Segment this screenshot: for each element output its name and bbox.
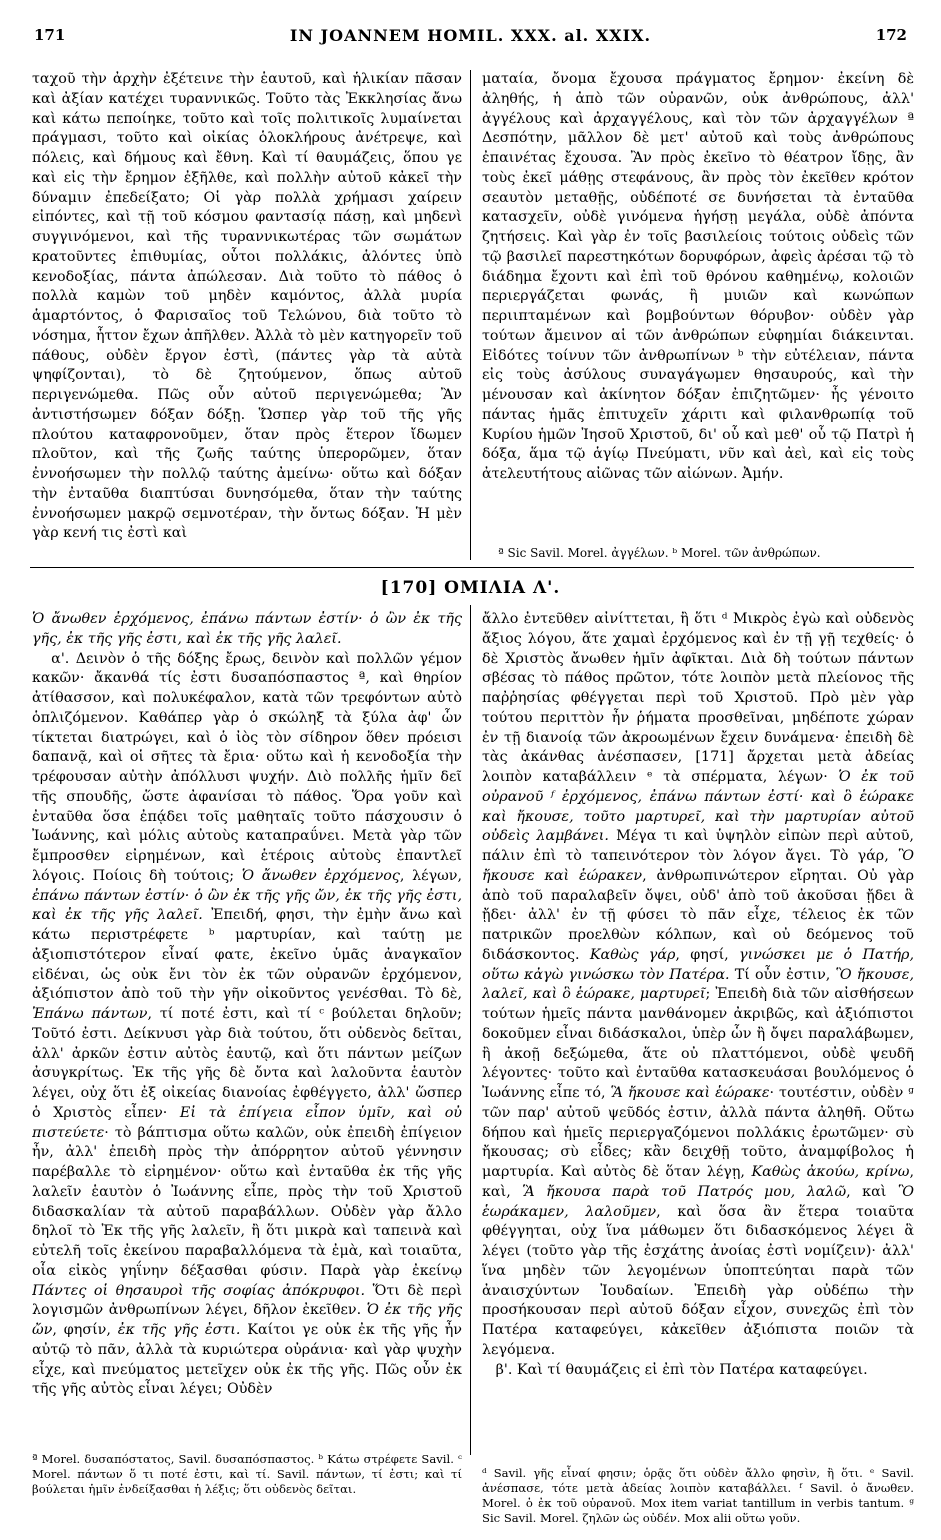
bottom-right-text: ἄλλο ἐντεῦθεν αἰνίττεται, ἢ ὅτι ᵈ Μικρὸς ἐγὼ καὶ οὐδενὸς ἄξιος λόγου, ἅτε χαμαὶ ἐρχόμενος καὶ ἐν τῇ γῇ τεχθείς· ὁ δὲ Χριστὸς ἄνωθεν ἡμῖν ἀφῖκται. Διὰ δὴ τούτων πάντων σβέσας τὸ πάθος πρῶτον, τότε λοιπὸν μετὰ πλείονος τῆς παῤῥησίας φθέγγεται περὶ τοῦ Χριστοῦ. Πρὸ μὲν γὰρ τούτου περιττὸν ἦν ῥήματα προσθεῖναι, μηδέποτε χώραν ἐν τῇ διανοίᾳ τῶν ἀκροωμένων ἔχειν δυνάμενα· ἐπειδὴ δὲ τὰς ἀκάνθας ἀνέσπασεν, [171] ἄρχεται μετὰ ἀδείας λοιπὸν καταβάλλειν ᵉ τὰ σπέρματα, λέγων· Ὁ ἐκ τοῦ οὐρανοῦ ᶠ ἐρχόμενος, ἐπάνω πάντων ἐστί· καὶ ὃ ἑώρακε καὶ ἤκουσε, τοῦτο μαρτυρεῖ, καὶ τὴν μαρτυρίαν αὐτοῦ οὐδεὶς λαμβάνει. Μέγα τι καὶ ὑψηλὸν εἰπὼν περὶ αὐτοῦ, πάλιν ἐπὶ τὸ ταπεινότερον τὸν λόγον ἄγει. Τὸ γάρ, Ὃ ἤκουσε καὶ ἑώρακεν, ἀνθρωπινώτερον εἴρηται. Οὐ γὰρ ἀπὸ τοῦ παραλαβεῖν ὄψει, οὐδ' ἀπὸ τοῦ ἀκοῦσαι ᾔδει ἃ ᾔδει· ἀλλ' ἐν τῇ φύσει τὸ πᾶν εἶχε, τέλειος ἐκ τῶν πατρικῶν προελθὼν κόλπων, καὶ οὐ δεόμενος τοῦ διδάσκοντος. Καθὼς γάρ, φησί, γινώσκει με ὁ Πατήρ, οὕτω κἀγὼ γινώσκω τὸν Πατέρα. Τί οὖν ἐστιν, Ὃ ἤκουσε, λαλεῖ, καὶ ὃ ἑώρακε, μαρτυρεῖ; Ἐπειδὴ διὰ τῶν αἰσθήσεων τούτων ἡμεῖς πάντα μανθάνομεν ἀκριβῶς, καὶ ἀξιόπιστοι δοκοῦμεν εἶναι διδάσκαλοι, ὑπὲρ ὧν ἢ ὄψει παραλάβωμεν, ἢ ἀκοῇ δεξώμεθα, ἅτε οὐ πλαττόμενοι, οὐδὲ ψευδῆ λέγοντες· τοῦτο καὶ ἐνταῦθα κατασκευάσαι βουλόμενος ὁ Ἰωάννης εἶπε τό, Ἃ ἤκουσε καὶ ἑώρακε· τουτέστιν, οὐδὲν ᵍ τῶν παρ' αὐτοῦ ψεῦδός ἐστιν, ἀλλὰ πάντα ἀληθῆ. Οὕτω δήπου καὶ ἡμεῖς περιεργαζόμενοι πολλάκις ἐρωτῶμεν· σὺ ἤκουσας; σὺ εἶδες; κἂν δειχθῇ τοῦτο, ἀναμφίβολος ἡ μαρτυρία. Καὶ αὐτὸς δὲ ὅταν λέγῃ, Καθὼς ἀκούω, κρίνω, καὶ, Ἃ ἤκουσα παρὰ τοῦ Πατρός μου, λαλῶ, καὶ Ὃ ἑωράκαμεν, λαλοῦμεν, καὶ ὅσα ἂν ἕτερα τοιαῦτα φθέγγηται, οὐχ ἵνα μάθωμεν ὅτι διδασκόμενος λέγει ἃ λέγει (τοῦτο γὰρ τῆς ἐσχάτης ἀνοίας ἐστὶ νομίζειν)· ἀλλ' ἵνα μηδὲν τῶν λεγομένων ὑποπτεύηται παρὰ τῶν ἀναισχύντων Ἰουδαίων. Ἐπειδὴ γὰρ οὐδέπω τὴν προσήκουσαν περὶ αὐτοῦ δόξαν εἶχον, συνεχῶς ἐπὶ τὸν Πατέρα καταφεύγει, κἀκεῖθεν ἀξιόπιστα ποιῶν τὰ λεγόμενα. β'. Καὶ τί θαυμάζεις εἰ ἐπὶ τὸν Πατέρα καταφεύγει. (482, 611, 914, 1378)
top-right-column (482, 70, 914, 540)
column-divider-top (470, 70, 471, 560)
column-divider-bottom (470, 605, 471, 1455)
top-right-text: ματαία, ὄνομα ἔχουσα πράγματος ἔρημον· ἐκείνη δὲ ἀληθής, ἡ ἀπὸ τῶν οὐρανῶν, οὐκ ἀνθρώπους, ἀλλ' ἀγγέλους καὶ ἀρχαγγέλους, καὶ τὸν τῶν ἀρχαγγέλων ª Δεσπότην, μᾶλλον δὲ μετ' αὐτοῦ καὶ τοὺς ἀνθρώπους ἐπαινέτας ἔχουσα. Ἂν πρὸς ἐκεῖνο τὸ θέατρον ἴδῃς, ἂν τοὺς ἐκεῖ μάθῃς στεφάνους, ἂν πρὸς τὸν ἐκεῖθεν κρότον σεαυτὸν μεταθῇς, οὐδέποτέ σε δυνήσεται τὰ ἐνταῦθα κατασχεῖν, οὐδὲ γινόμενα ἡγήσῃ μεγάλα, οὐδὲ ἀπόντα ζητήσεις. Καὶ γὰρ ἐν τοῖς βασιλείοις τούτοις οὐδεὶς τῶν τῷ βασιλεῖ παρεστηκότων δορυφόρων, ἀφεὶς ἀρέσαι τῷ τὸ διάδημα ἔχοντι καὶ ἐπὶ τοῦ θρόνου καθημένῳ, κολοιῶν περιεργάζεται φωνάς, ἢ μυιῶν καὶ κωνώπων περιιπταμένων καὶ βομβούντων θόρυβον· οὐδὲν γὰρ τούτων ἄμεινον αἱ τῶν ἀνθρώπων εὐφημίαι διάκεινται. Εἰδότες τοίνυν τῶν ἀνθρωπίνων ᵇ τὴν εὐτέλειαν, πάντα εἰς τοὺς ἀσύλους συναγάγωμεν θησαυρούς, καὶ τὴν μένουσαν καὶ ἀκίνητον δόξαν ἐπιζητῶμεν· ἧς γένοιτο πάντας ἡμᾶς ἐπιτυχεῖν χάριτι καὶ φιλανθρωπίᾳ τοῦ Κυρίου ἡμῶν Ἰησοῦ Χριστοῦ, δι' οὗ καὶ μεθ' οὗ τῷ Πατρὶ ἡ δόξα, ἅμα τῷ ἁγίῳ Πνεύματι, νῦν καὶ ἀεὶ, καὶ εἰς τοὺς ἀτελευτήτους αἰῶνας τῶν αἰώνων. Ἀμήν. (482, 71, 914, 482)
top-left-text: ταχοῦ τὴν ἀρχὴν ἐξέτεινε τὴν ἑαυτοῦ, καὶ ἡλικίαν πᾶσαν καὶ ἀξίαν κατέχει τυραννικῶς. Τοῦτο τὰς Ἐκκλησίας ἄνω καὶ κάτω πεποίηκε, τοῦτο καὶ τοῖς πολιτικοῖς λυμαίνεται πράγμασι, τοῦτο καὶ οἰκίας ὁλοκλήρους ἀνέτρεψε, καὶ πόλεις, καὶ δήμους καὶ ἔθνη. Καὶ τί θαυμάζεις, ὅπου γε καὶ εἰς τὴν ἔρημον ἐξῆλθε, καὶ πολλὴν αὐτοῦ κἀκεῖ τὴν δύναμιν ἐπεδείξατο; Οἱ γὰρ πολλὰ χρήμασι χαίρειν εἰπόντες, καὶ τῇ τοῦ κόσμου φαντασίᾳ πάσῃ, καὶ μηδενὶ συγγινόμενοι, καὶ τῆς τυραννικωτέρας τῶν σωμάτων κρατοῦντες ἐπιθυμίας, οὗτοι πολλάκις, ἁλόντες ὑπὸ κενοδοξίας, πάντα ἀπώλεσαν. Διὰ τοῦτο τὸ πάθος ὁ πολλὰ καμὼν τοῦ μηδὲν καμόντος, ἀλλὰ μυρία ἁμαρτόντος, ὁ Φαρισαῖος τοῦ Τελώνου, διὰ τοῦτο τὸ νόσημα, ἧττον ἔχων ἀπῆλθεν. Ἀλλὰ τὸ μὲν κατηγορεῖν τοῦ πάθους, οὐδὲν ἔργον ἐστὶ, (πάντες γὰρ τὰ αὐτὰ ψηφίζονται), τὸ δὲ ζητούμενον, ὅπως αὐτοῦ περιγενώμεθα. Πῶς οὖν αὐτοῦ περιγενώμεθα; Ἂν ἀντιστήσωμεν δόξαν δόξῃ. Ὥσπερ γὰρ τοῦ τῆς γῆς πλούτου καταφρονοῦμεν, ὅταν πρὸς ἕτερον ἴδωμεν πλοῦτον, καὶ τῆς ζωῆς ταύτης ὑπερορῶμεν, ὅταν ἐννοήσωμεν τὴν πολλῷ ταύτης ἀμείνω· οὕτω καὶ δόξαν τὴν ἐνταῦθα διαπτύσαι δυνησόμεθα, ὅταν τὴν ταύτης ἐννοήσωμεν μακρῷ σεμνοτέραν, τὴν ὄντως δόξαν. Ἡ μὲν γὰρ κενή τις ἐστὶ καὶ (32, 71, 462, 542)
homily-title: [170] ΟΜΙΛΙΑ Λ'. (380, 578, 561, 598)
running-header (0, 26, 941, 56)
top-footnote: ª Sic Savil. Morel. ἀγγέλων. ᵇ Morel. τῶν ἀνθρώπων. (498, 546, 821, 560)
footnotes-right: ᵈ Savil. γῆς εἶναί φησιν; ὁρᾷς ὅτι οὐδὲν ἄλλο φησὶν, ἢ ὅτι. ᵉ Savil. ἀνέσπασε, τότε μετὰ ἀδείας λοιπὸν καταβάλλει. ᶠ Savil. ὁ ἄνωθεν. Morel. ὁ ἐκ τοῦ οὐρανοῦ. Mox item variat tantillum in verbis tantum. ᵍ Sic Savil. Morel. ζηλῶν ὡς οὐδέν. Mox alii οὕτω γοῦν. (482, 1466, 914, 1525)
running-title: IN JOANNEM HOMIL. XXX. al. XXIX. (289, 26, 652, 45)
bottom-left-text: Ὁ ἄνωθεν ἐρχόμενος, ἐπάνω πάντων ἐστίν· ὁ ὢν ἐκ τῆς γῆς, ἐκ τῆς γῆς ἐστι, καὶ ἐκ τῆς γῆς λαλεῖ. α'. Δεινὸν ὁ τῆς δόξης ἔρως, δεινὸν καὶ πολλῶν γέμον κακῶν· ἄκανθά τίς ἐστι δυσαπόσπαστος ª, καὶ θηρίον ἀτίθασσον, καὶ πολυκέφαλον, κατὰ τῶν τρεφόντων αὐτὸ ὁπλιζόμενον. Καθάπερ γὰρ ὁ σκώληξ τὰ ξύλα ἀφ' ὧν τίκτεται διατρώγει, καὶ ὁ ἰὸς τὸν σίδηρον ὅθεν πρόεισι δαπανᾷ, καὶ οἱ σῆτες τὰ ἔρια· οὕτω καὶ ἡ κενοδοξία τὴν τρέφουσαν αὐτὴν ἀπόλλυσι ψυχήν. Διὸ πολλῆς ἡμῖν δεῖ τῆς σπουδῆς, ὥστε ἀφανίσαι τὸ πάθος. Ὅρα γοῦν καὶ ἐνταῦθα ὅσα ἐπᾴδει τοῖς μαθηταῖς τοῦτο πάσχουσιν ὁ Ἰωάννης, καὶ μόλις αὐτοὺς καταπραΰνει. Μετὰ γὰρ τῶν ἔμπροσθεν εἰρημένων, καὶ ἑτέροις αὐτοὺς ἐπαντλεῖ λόγοις. Ποίοις δὴ τούτοις; Ὁ ἄνωθεν ἐρχόμενος, λέγων, ἐπάνω πάντων ἐστίν· ὁ ὢν ἐκ τῆς γῆς ὤν, ἐκ τῆς γῆς ἐστι, καὶ ἐκ τῆς γῆς λαλεῖ. Ἐπειδή, φησι, τὴν ἐμὴν ἄνω καὶ κάτω περιστρέφετε ᵇ μαρτυρίαν, καὶ ταύτῃ με ἀξιοπιστότερον εἶναί φατε, ἐκεῖνο ὑμᾶς ἀναγκαῖον εἰδέναι, ὡς οὐκ ἔνι τὸν ἐκ τῶν οὐρανῶν ἐρχόμενον, ἀξιόπιστον ἀπὸ τοῦ τὴν γῆν οἰκοῦντος γενέσθαι. Τὸ δὲ, Ἐπάνω πάντων, τί ποτέ ἐστι, καὶ τί ᶜ βούλεται δηλοῦν; Τοῦτό ἐστι. Δείκνυσι γὰρ διὰ τούτου, ὅτι οὐδενὸς δεῖται, ἀλλ' ἀρκῶν ἐστιν αὐτὸς ἑαυτῷ, καὶ ὅτι πάντων μείζων ἀσυγκρίτως. Ἐκ τῆς γῆς δὲ ὄντα καὶ λαλοῦντα ἑαυτὸν λέγει, οὐχ ὅτι ἐξ οἰκείας διανοίας ἐφθέγγετο, ἀλλ' ὥσπερ ὁ Χριστὸς εἶπεν· Εἰ τὰ ἐπίγεια εἶπον ὑμῖν, καὶ οὐ πιστεύετε· τὸ βάπτισμα οὕτω καλῶν, οὐκ ἐπειδὴ ἐπίγειον ἦν, ἀλλ' ἐπειδὴ πρὸς τὴν ἀπόρρητον αὐτοῦ γέννησιν παρέβαλλε τὸ εἰρημένον· οὕτω καὶ ἐνταῦθα ἐκ τῆς γῆς λαλεῖν ἑαυτὸν ὁ Ἰωάννης εἶπε, πρὸς τὴν τοῦ Χριστοῦ διδασκαλίαν τὰ αὐτοῦ παραβάλλων. Οὐδὲν γὰρ ἄλλο δηλοῖ τὸ Ἐκ τῆς γῆς λαλεῖν, ἢ ὅτι μικρὰ καὶ ταπεινὰ καὶ εὐτελῆ τοῖς ἐκείνου παραβαλλόμενα τὰ ἐμὰ, καὶ τοιαῦτα, οἷα εἰκὸς γηΐνην δέξασθαι φύσιν. Παρὰ γὰρ ἐκείνῳ Πάντες οἱ θησαυροὶ τῆς σοφίας ἀπόκρυφοι. Ὅτι δὲ περὶ λογισμῶν ἀνθρωπίνων λέγει, δῆλον ἐκεῖθεν. Ὁ ἐκ τῆς γῆς ὤν, φησίν, ἐκ τῆς γῆς ἐστι. Καίτοι γε οὐκ ἐκ τῆς γῆς ἦν αὐτῷ τὸ πᾶν, ἀλλὰ τὰ κυριώτερα οὐράνια· καὶ γὰρ ψυχὴν εἶχε, καὶ πνεύματος μετεῖχεν οὐκ ἐκ τῆς γῆς. Πῶς οὖν ἐκ τῆς γῆς αὐτὸς εἶναι λέγει; Οὐδὲν (32, 611, 462, 1398)
footnotes-left: ª Morel. δυσαπόστατος, Savil. δυσαπόσπαστος. ᵇ Κάτω στρέφετε Savil. ᶜ Morel. πάντων ὅ τι ποτέ ἐστι, καὶ τί. Savil. πάντων, τί ἐστι; καὶ τί βούλεται ἡμῖν ἐνδείξασθαι ἡ λέξις; ὅτι οὐδενὸς δεῖται. (32, 1452, 462, 1496)
top-left-column (32, 70, 462, 560)
bottom-right-column (482, 610, 914, 1458)
section-rule (30, 567, 914, 568)
page-number-right: 172 (875, 26, 907, 44)
page-number-left: 171 (34, 26, 66, 44)
bottom-left-column (32, 610, 462, 1452)
